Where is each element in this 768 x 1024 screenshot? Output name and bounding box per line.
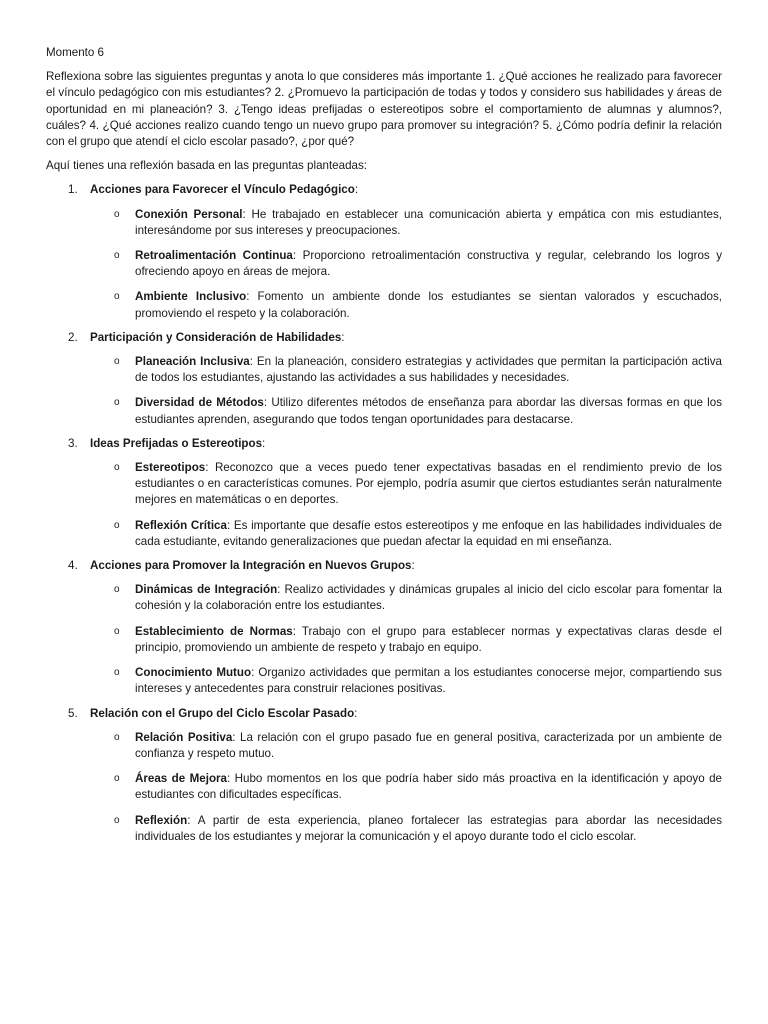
list-item bbox=[46, 518, 722, 550]
section-title: Participación y Consideración de Habilidades bbox=[90, 330, 342, 344]
list-item bbox=[46, 813, 722, 845]
list-item bbox=[46, 289, 722, 321]
item-separator: : bbox=[242, 207, 252, 221]
section-heading-text bbox=[90, 706, 357, 722]
item-body: En la planeación, considero estrategias y actividades que permitan la participación activa de todos los estudiantes, ajustando las actividades a sus habilidades y necesidades. bbox=[135, 355, 723, 385]
item-label: Ambiente Inclusivo bbox=[135, 290, 247, 304]
item-body: Trabajo con el grupo para establecer normas y expectativas claras desde el principio, promoviendo un ambiente de respeto y trabajo en equipo. bbox=[135, 624, 723, 654]
circle-bullet-icon: o bbox=[114, 773, 120, 785]
item-separator: : bbox=[246, 290, 258, 304]
list-item bbox=[46, 248, 722, 280]
item-body: Es importante que desafíe estos estereotipos y me enfoque en las habilidades individuales de cada estudiante, evitando generalizaciones que puedan afectar la equidad en mi enseñanza. bbox=[135, 518, 722, 548]
item-text bbox=[135, 395, 722, 427]
item-body: Utilizo diferentes métodos de enseñanza para abordar las diversas formas en que los estudiantes aprenden, asegurando que todos tengan oportunidades para destacarse. bbox=[135, 396, 722, 426]
list-item bbox=[46, 665, 722, 697]
section-2 bbox=[46, 330, 722, 428]
item-body: Hubo momentos en los que podría haber sido más proactiva en la identificación y apoyo de estudiantes con dificultades específicas. bbox=[135, 772, 722, 802]
circle-bullet-icon: o bbox=[114, 397, 120, 409]
item-label: Diversidad de Métodos bbox=[135, 396, 264, 410]
item-text bbox=[135, 813, 722, 845]
item-label: Estereotipos bbox=[135, 461, 206, 475]
lead-sentence: Aquí tienes una reflexión basada en las preguntas planteadas: bbox=[46, 159, 367, 173]
item-body: La relación con el grupo pasado fue en general positiva, caracterizada por un ambiente de confianza y respeto mutuo. bbox=[135, 730, 722, 760]
item-body: Reconozco que a veces puedo tener expectativas basadas en el rendimiento previo de los estudiantes o en características comunes. Por ejemplo, podría asumir que ciertos estudiantes serán naturalmente mejores en matemáticas o en deportes. bbox=[135, 461, 722, 507]
item-separator: : bbox=[187, 813, 198, 827]
item-label: Reflexión bbox=[135, 813, 188, 827]
circle-bullet-icon: o bbox=[114, 208, 120, 220]
circle-bullet-icon: o bbox=[114, 584, 120, 596]
section-5 bbox=[46, 706, 722, 845]
item-text bbox=[135, 354, 722, 386]
list-item bbox=[46, 460, 722, 509]
item-text bbox=[135, 582, 722, 614]
item-text bbox=[135, 665, 722, 697]
item-text bbox=[135, 771, 722, 803]
intro-paragraph: Reflexiona sobre las siguientes preguntas y anota lo que consideres más importante 1. ¿Qué acciones he realizado para favorecer el vínculo pedagógico con mis estudiantes? 2. ¿Promuevo la participación de todas y todos y considero sus habilidades y áreas de oportunidad en mi planeación? 3. ¿Tengo ideas prefijadas o estereotipos sobre el comportamiento de alumnas y alumnos?, cuáles? 4. ¿Qué acciones realizo cuando tengo un nuevo grupo para promover su integración? 5. ¿Cómo podría definir la relación con el grupo que atendí el ciclo escolar pasado?, ¿por qué? bbox=[46, 70, 722, 149]
section-number: 2. bbox=[68, 330, 78, 344]
circle-bullet-icon: o bbox=[114, 462, 120, 474]
section-colon: : bbox=[341, 330, 345, 344]
item-label: Conexión Personal bbox=[135, 207, 243, 221]
section-number: 5. bbox=[68, 706, 78, 720]
item-text bbox=[135, 518, 722, 550]
item-separator: : bbox=[205, 461, 215, 475]
section-items bbox=[46, 582, 722, 697]
reflection-sections bbox=[46, 182, 722, 845]
circle-bullet-icon: o bbox=[114, 519, 120, 531]
circle-bullet-icon: o bbox=[114, 250, 120, 262]
document-title: Momento 6 bbox=[46, 46, 104, 59]
item-separator: : bbox=[277, 583, 285, 597]
section-heading-text bbox=[90, 330, 345, 346]
section-items bbox=[46, 354, 722, 428]
section-1 bbox=[46, 182, 722, 321]
circle-bullet-icon: o bbox=[114, 814, 120, 826]
item-label: Retroalimentación Continua bbox=[135, 249, 293, 263]
section-number: 3. bbox=[68, 436, 78, 450]
section-number: 4. bbox=[68, 559, 78, 573]
item-text bbox=[135, 289, 722, 321]
section-heading bbox=[46, 706, 722, 722]
section-colon: : bbox=[354, 183, 359, 197]
section-colon: : bbox=[262, 436, 266, 450]
section-items bbox=[46, 730, 722, 845]
section-heading-text bbox=[90, 558, 415, 574]
section-colon: : bbox=[411, 559, 415, 573]
item-label: Reflexión Crítica bbox=[135, 518, 227, 532]
section-heading-text bbox=[90, 182, 358, 198]
section-items bbox=[46, 460, 722, 550]
item-label: Áreas de Mejora bbox=[135, 772, 227, 786]
section-colon: : bbox=[354, 706, 358, 720]
item-separator: : bbox=[263, 396, 272, 410]
item-label: Establecimiento de Normas bbox=[135, 624, 293, 638]
item-body: Organizo actividades que permitan a los estudiantes conocerse mejor, compartiendo sus intereses y antecedentes para construir relaciones positivas. bbox=[135, 666, 722, 696]
item-separator: : bbox=[249, 355, 257, 369]
item-label: Conocimiento Mutuo bbox=[135, 666, 252, 680]
section-heading bbox=[46, 330, 722, 346]
item-body: Fomento un ambiente donde los estudiantes se sientan valorados y escuchados, promoviendo el respeto y la colaboración. bbox=[135, 290, 722, 320]
list-item bbox=[46, 207, 722, 239]
circle-bullet-icon: o bbox=[114, 291, 120, 303]
list-item bbox=[46, 730, 722, 762]
list-item bbox=[46, 582, 722, 614]
circle-bullet-icon: o bbox=[114, 667, 120, 679]
item-separator: : bbox=[251, 666, 259, 680]
item-separator: : bbox=[226, 518, 234, 532]
section-heading bbox=[46, 436, 722, 452]
section-title: Acciones para Favorecer el Vínculo Pedagógico bbox=[90, 183, 355, 197]
circle-bullet-icon: o bbox=[114, 731, 120, 743]
section-title: Ideas Prefijadas o Estereotipos bbox=[90, 436, 263, 450]
item-label: Dinámicas de Integración bbox=[135, 583, 278, 597]
section-3 bbox=[46, 436, 722, 550]
item-text bbox=[135, 624, 722, 656]
list-item bbox=[46, 771, 722, 803]
section-number: 1. bbox=[68, 183, 78, 197]
section-title: Acciones para Promover la Integración en Nuevos Grupos bbox=[90, 559, 412, 573]
item-separator: : bbox=[227, 772, 235, 786]
item-label: Planeación Inclusiva bbox=[135, 355, 250, 369]
section-title: Relación con el Grupo del Ciclo Escolar Pasado bbox=[90, 706, 355, 720]
section-4 bbox=[46, 558, 722, 697]
section-items bbox=[46, 207, 722, 322]
item-text bbox=[135, 460, 722, 509]
item-label: Relación Positiva bbox=[135, 730, 233, 744]
item-separator: : bbox=[292, 249, 303, 263]
list-item bbox=[46, 354, 722, 386]
item-body: A partir de esta experiencia, planeo fortalecer las estrategias para abordar las necesidades individuales de los estudiantes y mejorar la comunicación y el apoyo durante todo el ciclo escolar. bbox=[135, 813, 722, 843]
circle-bullet-icon: o bbox=[114, 625, 120, 637]
item-text bbox=[135, 248, 722, 280]
item-body: He trabajado en establecer una comunicación abierta y empática con mis estudiantes, interesándome por sus intereses y preocupaciones. bbox=[135, 207, 723, 237]
item-body: Realizo actividades y dinámicas grupales al inicio del ciclo escolar para fomentar la cohesión y la colaboración entre los estudiantes. bbox=[135, 583, 722, 613]
list-item bbox=[46, 395, 722, 427]
item-separator: : bbox=[292, 624, 302, 638]
section-heading-text bbox=[90, 436, 265, 452]
item-text bbox=[135, 207, 722, 239]
circle-bullet-icon: o bbox=[114, 356, 120, 368]
item-separator: : bbox=[232, 730, 241, 744]
list-item bbox=[46, 624, 722, 656]
item-text bbox=[135, 730, 722, 762]
section-heading bbox=[46, 558, 722, 574]
section-heading bbox=[46, 182, 722, 198]
item-body: Proporciono retroalimentación constructiva y regular, celebrando los logros y ofreciendo apoyo en áreas de mejora. bbox=[135, 249, 722, 279]
